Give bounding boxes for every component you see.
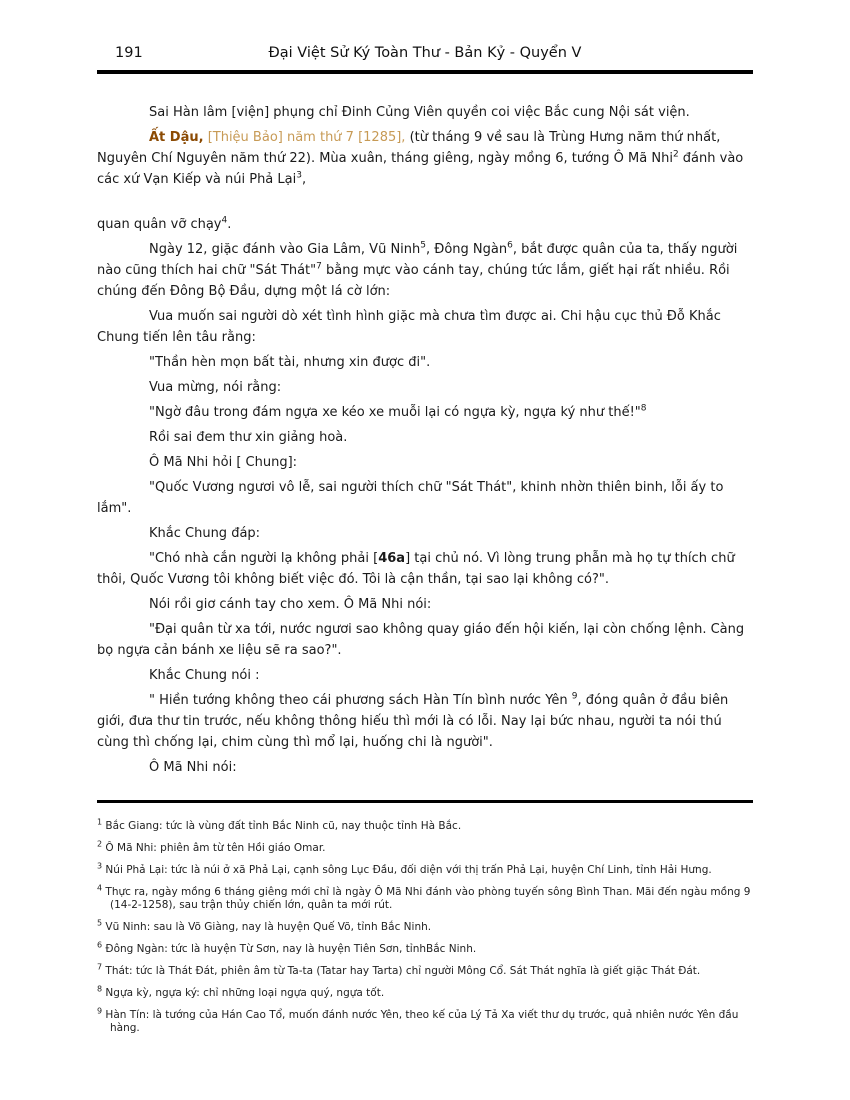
paragraph: Sai Hàn lâm [viện] phụng chỉ Đinh Củng Viên quyền coi việc Bắc cung Nội sát viện. (149, 105, 690, 120)
footnote-number: 5 (97, 918, 103, 928)
footnote-text: Ô Mã Nhi: phiên âm từ tên Hồi giáo Omar. (102, 842, 326, 854)
footnote (97, 839, 753, 855)
footnote (97, 940, 753, 956)
footnotes-section (97, 817, 753, 1035)
footnote-text: Ngựa kỳ, ngựa ký: chỉ những loại ngựa quý, ngựa tốt. (102, 987, 385, 999)
paragraph: "Thần hèn mọn bất tài, nhưng xin được đi". (149, 355, 431, 370)
footnote-number: 3 (97, 861, 103, 871)
era-name: Ất Dậu, (149, 130, 204, 145)
footnote-number: 4 (97, 883, 103, 893)
footnote-number: 1 (97, 817, 103, 827)
footnote-ref: 6 (507, 240, 513, 251)
footnote-ref: 7 (316, 261, 322, 272)
page-number: 191 (115, 45, 143, 61)
header-title: Đại Việt Sử Ký Toàn Thư - Bản Kỷ - Quyển V (268, 45, 582, 61)
folio-marker: 46a (378, 551, 406, 566)
footnote-ref: 3 (296, 170, 302, 181)
paragraph: Ô Mã Nhi hỏi [ Chung]: (149, 455, 298, 470)
paragraph: Ô Mã Nhi nói: (149, 760, 237, 775)
paragraph: " Hiền tướng không theo cái phương sách Hàn Tín bình nước Yên $^9$, đóng quân ở đầu biên giới, đưa thư tin trước, nếu không thông hiếu thì mới là có lỗi. Nay lại bức nhau, người ta nói thú cùng thì chống lại, chim cùng thì mổ lại, huống chi là người". (97, 691, 729, 750)
page-header (97, 45, 753, 64)
paragraph: Vua muốn sai người dò xét tình hình giặc mà chưa tìm được ai. Chi hậu cục thủ Đỗ Khắc Chung tiến lên tâu rằng: (97, 309, 721, 345)
footnote-number: 8 (97, 984, 103, 994)
footnote-text: Đông Ngàn: tức là huyện Từ Sơn, nay là huyện Tiên Sơn, tỉnhBắc Ninh. (102, 943, 477, 955)
header-rule (97, 70, 753, 74)
footnote-text: Thát: tức là Thát Đát, phiên âm từ Ta-ta (Tatar hay Tarta) chỉ người Mông Cổ. Sát Thát nghĩa là giết giặc Thát Đát. (102, 965, 701, 977)
document-page (97, 0, 753, 1035)
paragraph: Ất Dậu, [Thiệu Bảo] năm thứ 7 [1285], (từ tháng 9 về sau là Trùng Hưng năm thứ nhất, Nguyên Chí Nguyên năm thứ 22). Mùa xuân, tháng giêng, ngày mồng 6, tướng Ô Mã Nhi$^2$ đánh vào các xứ Vạn Kiếp và núi Phả Lại$^3$, (97, 130, 744, 187)
era-subtitle: [Thiệu Bảo] năm thứ 7 [1285], (203, 130, 410, 145)
paragraph: Vua mừng, nói rằng: (149, 380, 282, 395)
footnote-ref: 9 (571, 691, 578, 702)
footnote (97, 861, 753, 877)
footnote-number: 7 (97, 962, 103, 972)
footnote-text: Núi Phả Lại: tức là núi ở xã Phả Lại, cạnh sông Lục Đầu, đối diện với thị trấn Phả Lại, huyện Chí Linh, tỉnh Hải Hưng. (102, 864, 712, 876)
footnote (97, 817, 753, 833)
footnote-number: 6 (97, 940, 103, 950)
paragraph: Ngày 12, giặc đánh vào Gia Lâm, Vũ Ninh$^5$, Đông Ngàn$^6$, bắt được quân của ta, thấy người nào cũng thích hai chữ "Sát Thát"$^7$ bằng mực vào cánh tay, chúng tức lắm, giết hại rất nhiều. Rồi chúng đến Đông Bộ Đầu, dựng một lá cờ lớn: (97, 240, 738, 299)
footnote (97, 984, 753, 1000)
footnote (97, 1006, 753, 1035)
footnote-text: Thực ra, ngày mồng 6 tháng giêng mới chỉ là ngày Ô Mã Nhi đánh vào phòng tuyến sông Bình Than. Mãi đến ngàu mồng 9 (14-2-1258), sau trận thủy chiến lớn, quân ta mới rút. (102, 886, 751, 911)
paragraph: Khắc Chung đáp: (149, 526, 261, 541)
footnote-ref: 8 (640, 403, 647, 414)
footnote-ref: 2 (672, 149, 679, 160)
paragraph: "Chó nhà cắn người lạ không phải [46a] tại chủ nó. Vì lòng trung phẫn mà họ tự thích chữ thôi, Quốc Vương tôi không biết việc đó. Tôi là cận thần, tại sao lại không có?". (97, 551, 735, 587)
footnote-ref: 4 (221, 215, 228, 226)
footnote-text: Vũ Ninh: sau là Võ Giàng, nay là huyện Quế Võ, tỉnh Bắc Ninh. (102, 921, 432, 933)
footnote (97, 883, 753, 912)
paragraph: "Ngờ đâu trong đám ngựa xe kéo xe muỗi lại có ngựa kỳ, ngựa ký như thế!"$^8$ (149, 403, 647, 420)
footnote (97, 918, 753, 934)
paragraph: "Quốc Vương ngươi vô lễ, sai người thích chữ "Sát Thát", khinh nhờn thiên binh, lỗi ấy to lắm". (97, 480, 724, 516)
footnote-ref: 5 (420, 240, 426, 251)
footnote-text: Bắc Giang: tức là vùng đất tỉnh Bắc Ninh cũ, nay thuộc tỉnh Hà Bắc. (102, 820, 462, 832)
paragraph: Rồi sai đem thư xin giảng hoà. (149, 430, 348, 445)
paragraph: quan quân vỡ chạy$^4$. (97, 215, 232, 232)
paragraph: Khắc Chung nói : (149, 668, 260, 683)
body-text (97, 102, 753, 778)
paragraph: Nói rồi giơ cánh tay cho xem. Ô Mã Nhi nói: (149, 597, 432, 612)
footnote-separator-rule (97, 800, 753, 803)
footnote-number: 9 (97, 1006, 103, 1016)
footnote-text: Hàn Tín: là tướng của Hán Cao Tổ, muốn đánh nước Yên, theo kế của Lý Tả Xa viết thư dụ trước, quả nhiên nước Yên đầu hàng. (102, 1009, 739, 1034)
paragraph: "Đại quân từ xa tới, nước ngươi sao không quay giáo đến hội kiến, lại còn chống lệnh. Càng bọ ngựa cản bánh xe liệu sẽ ra sao?". (97, 622, 745, 658)
footnote (97, 962, 753, 978)
footnote-number: 2 (97, 839, 103, 849)
